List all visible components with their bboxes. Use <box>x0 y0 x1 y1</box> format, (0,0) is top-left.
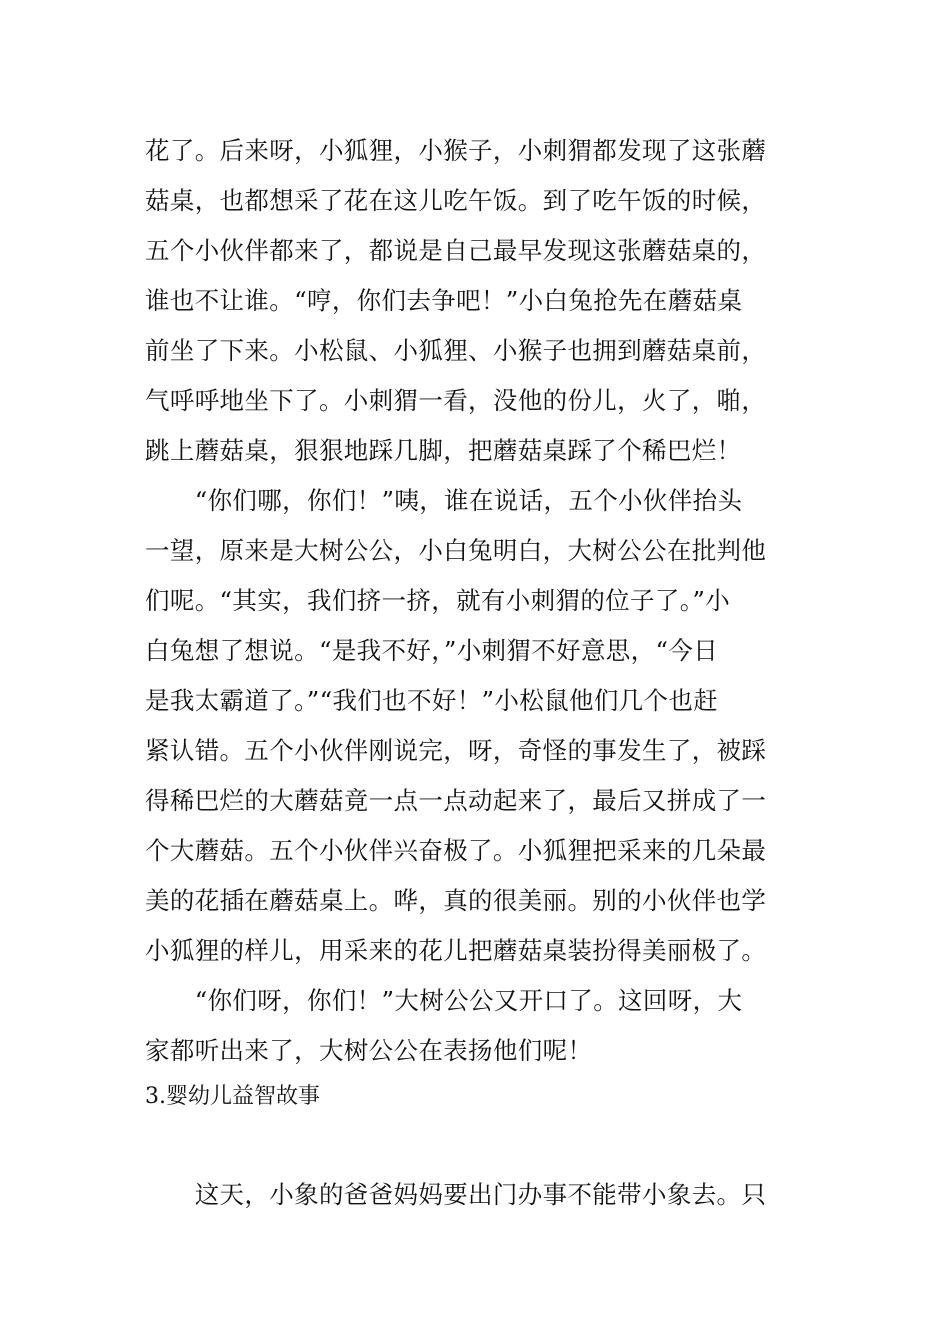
section-heading: 3.婴幼儿益智故事 <box>145 1084 320 1109</box>
text-line: “你们哪，你们！”咦，谁在说话，五个小伙伴抬头 <box>145 486 743 515</box>
text-line: 菇桌，也都想采了花在这儿吃午饭。到了吃午饭的时候， <box>145 186 767 215</box>
text-line: 一望，原来是大树公公，小白兔明白，大树公公在批判他 <box>145 536 767 565</box>
text-line: 们呢。“其实，我们挤一挤，就有小刺猬的位子了。”小 <box>145 586 731 615</box>
text-line: 跳上蘑菇桌，狠狠地踩几脚，把蘑菇桌踩了个稀巴烂！ <box>145 436 742 465</box>
text-line: 个大蘑菇。五个小伙伴兴奋极了。小狐狸把采来的几朵最 <box>145 836 767 865</box>
text-line: 美的花插在蘑菇桌上。哗，真的很美丽。别的小伙伴也学 <box>145 886 767 915</box>
text-line: 花了。后来呀，小狐狸，小猴子，小刺猬都发现了这张蘑 <box>145 136 767 165</box>
text-line: 白兔想了想说。“是我不好，”小刺猬不好意思，“今日 <box>145 636 719 665</box>
text-line: 五个小伙伴都来了，都说是自己最早发现这张蘑菇桌的， <box>145 236 767 265</box>
text-line: “你们呀，你们！”大树公公又开口了。这回呀，大 <box>145 986 743 1015</box>
text-line: 这天，小象的爸爸妈妈要出门办事不能带小象去。只 <box>145 1180 767 1209</box>
text-line: 气呼呼地坐下了。小刺猬一看，没他的份儿，火了，啪， <box>145 386 767 415</box>
text-line: 家都听出来了，大树公公在表扬他们呢！ <box>145 1036 593 1065</box>
text-line: 是我太霸道了。”“我们也不好！”小松鼠他们几个也赶 <box>145 686 719 715</box>
text-line: 前坐了下来。小松鼠、小狐狸、小猴子也拥到蘑菇桌前， <box>145 336 767 365</box>
text-line: 谁也不让谁。“哼，你们去争吧！”小白兔抢先在蘑菇桌 <box>145 286 743 315</box>
text-line: 得稀巴烂的大蘑菇竟一点一点动起来了，最后又拼成了一 <box>145 786 767 815</box>
text-line: 小狐狸的样儿，用采来的花儿把蘑菇桌装扮得美丽极了。 <box>145 936 767 965</box>
text-line: 紧认错。五个小伙伴刚说完，呀，奇怪的事发生了，被踩 <box>145 736 767 765</box>
